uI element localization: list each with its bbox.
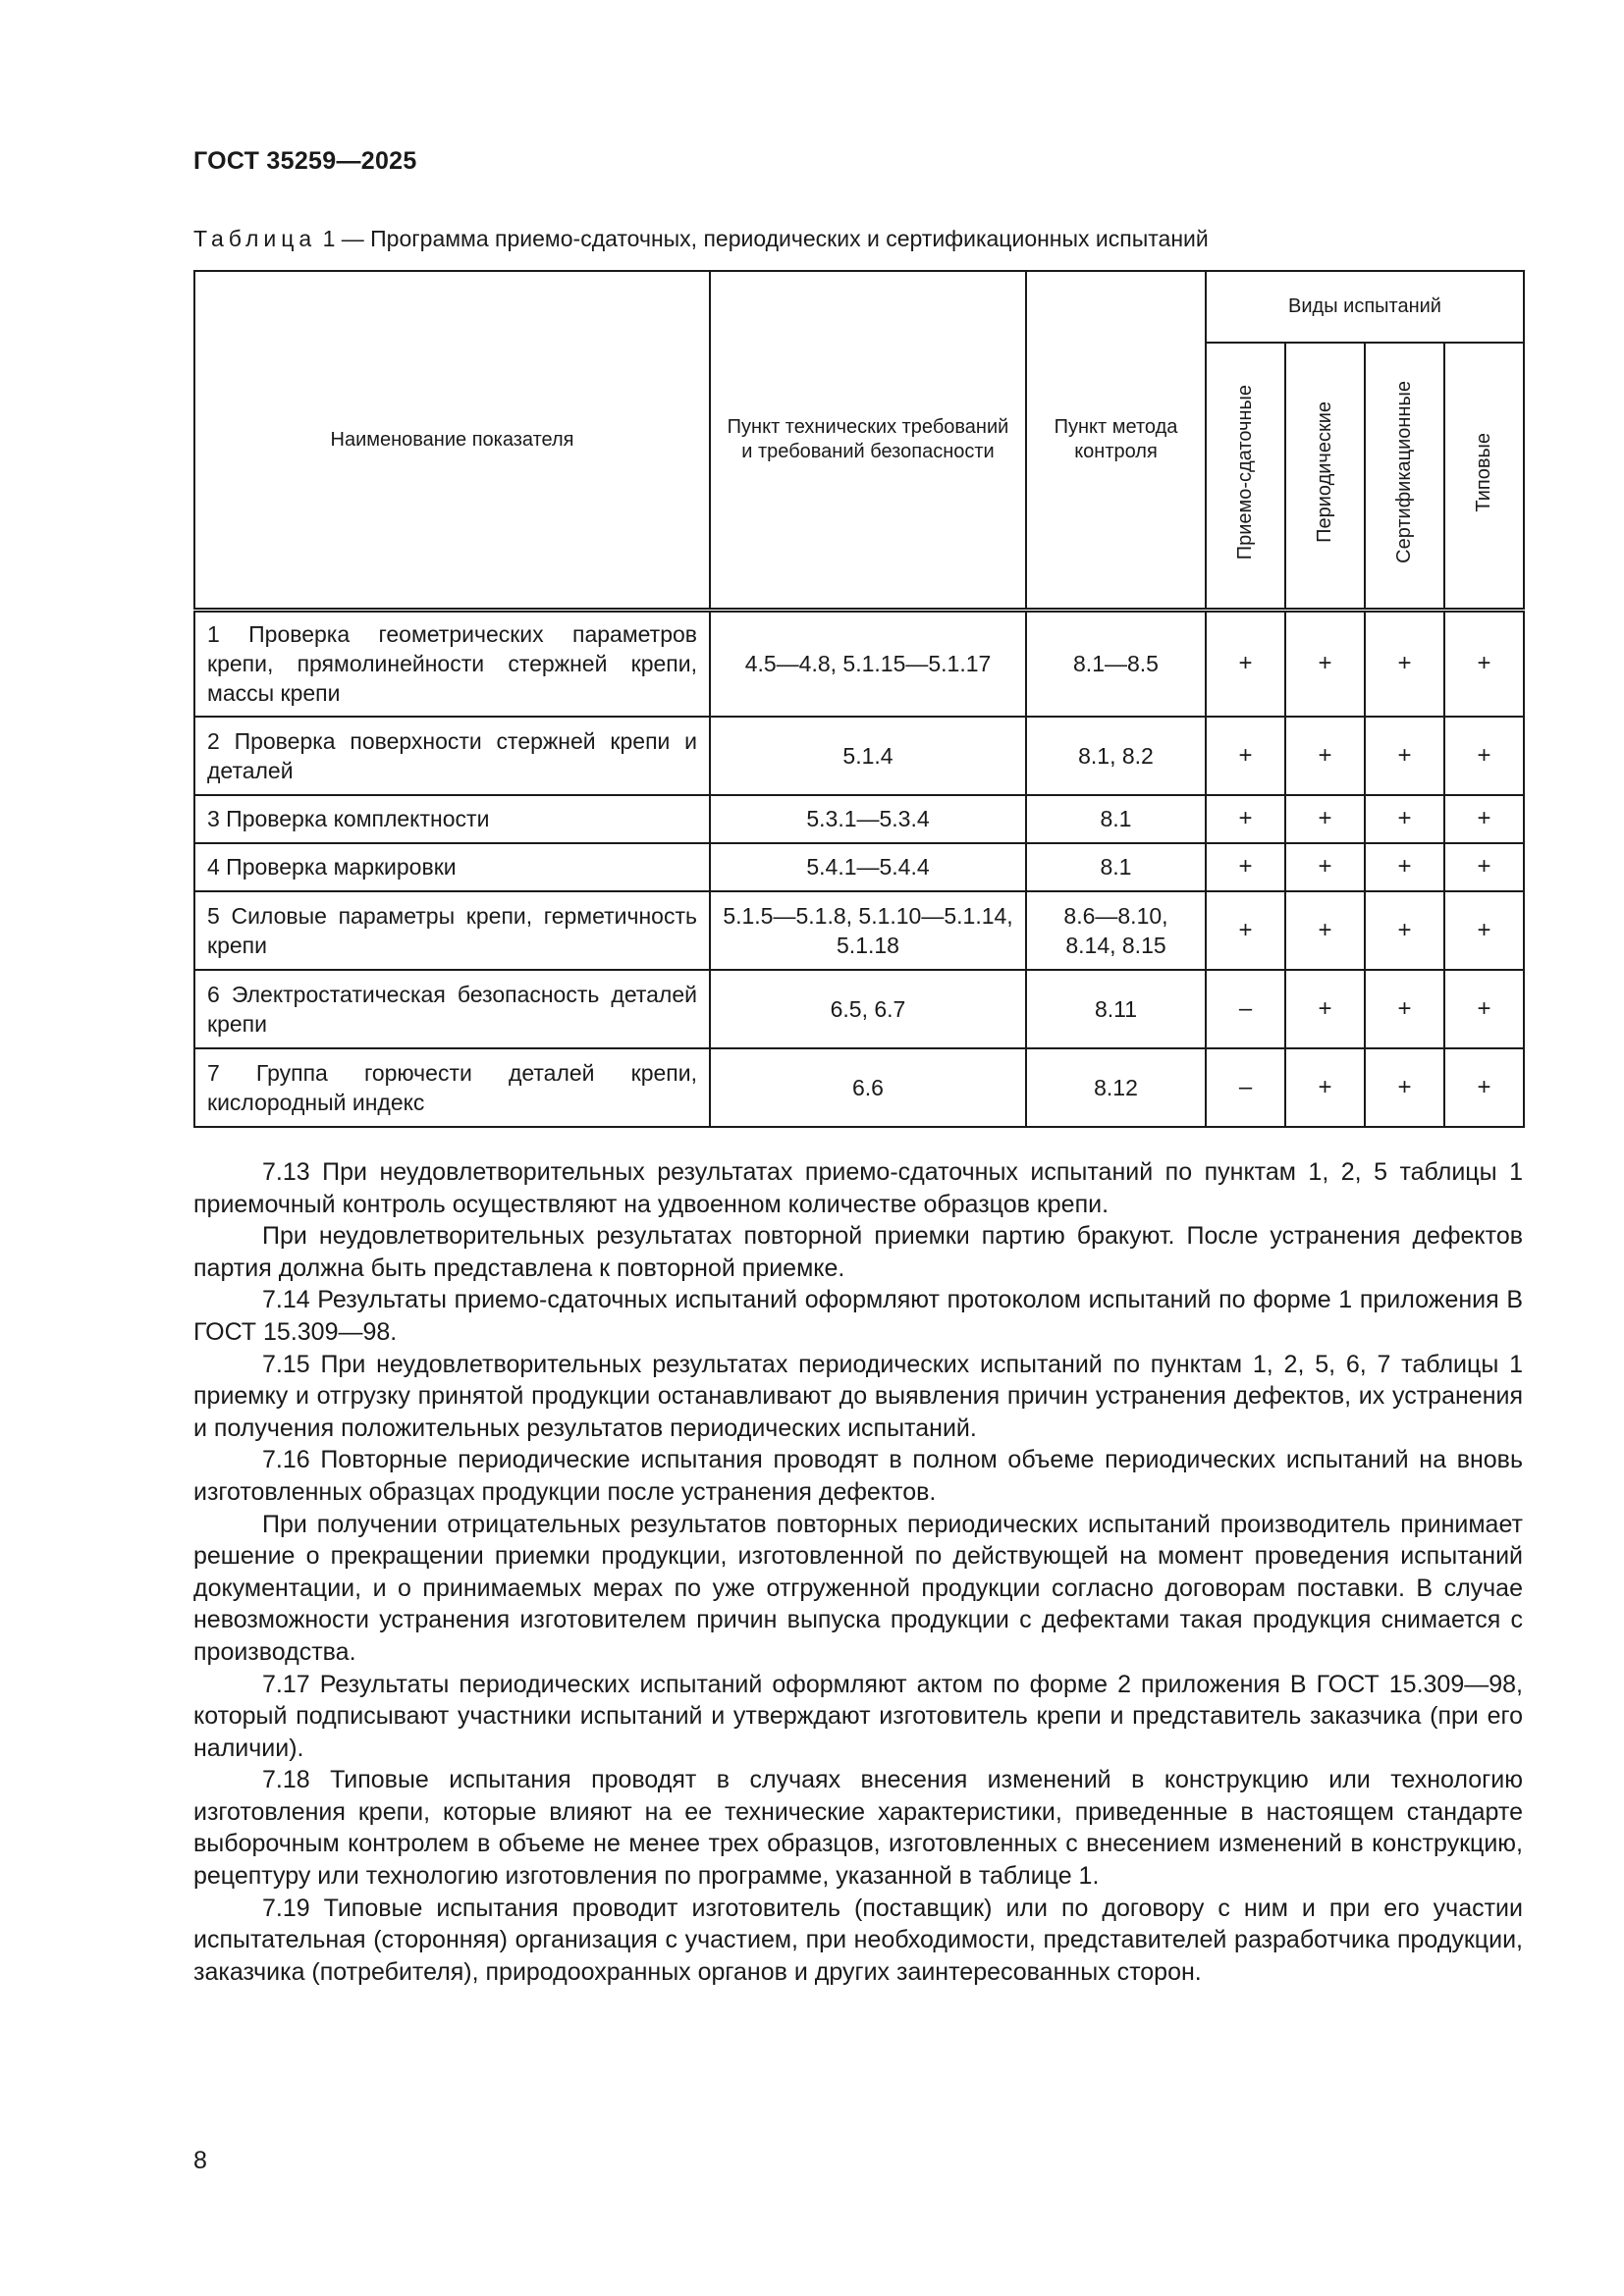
paragraph: 7.19 Типовые испытания проводит изготовитель (поставщик) или по договору с ним и при его участии испытательная (сторонняя) организация с участием, при необходимости, представителей разработчика продукции, заказчика (потребителя), природоохранных органов и других заинтересованных сторон. [193,1894,1523,1986]
table-row [194,1048,1524,1127]
row-name: 4 Проверка маркировки [194,843,710,891]
page-number: 8 [193,2147,207,2174]
col-header-periodic-label: Периодические [1314,401,1335,543]
row-requirements: 6.5, 6.7 [710,970,1026,1048]
paragraph: При получении отрицательных результатов повторных периодических испытаний производитель принимает решение о прекращении приемки продукции, изготовленной по действующей на момент проведения испытаний документации, и о принимаемых мерах по уже отгруженной продукции согласно договорам поставки. В случае невозможности устранения изготовителем причин выпуска продукции с дефектами такая продукция снимается с производства. [193,1510,1523,1666]
row-method: 8.1, 8.2 [1026,717,1206,795]
paragraph: 7.13 При неудовлетворительных результатах приемо-сдаточных испытаний по пунктам 1, 2, 5 таблицы 1 приемочный контроль осуществляют на удвоенном количестве образцов крепи. [193,1158,1523,1218]
row-mark: + [1285,1048,1365,1127]
row-name: 1 Проверка геометрических параметров крепи, прямолинейности стержней крепи, массы крепи [194,611,710,717]
col-header-acceptance [1206,343,1285,611]
table-row [194,795,1524,843]
paragraph: 7.16 Повторные периодические испытания проводят в полном объеме периодических испытаний на вновь изготовленных образцах продукции после устранения дефектов. [193,1446,1523,1506]
paragraph: 7.14 Результаты приемо-сдаточных испытаний оформляют протоколом испытаний по форме 1 приложения В ГОСТ 15.309—98. [193,1286,1523,1346]
row-mark: + [1365,795,1444,843]
col-header-acceptance-label: Приемо-сдаточные [1234,384,1256,561]
col-header-periodic [1285,343,1365,611]
row-mark: + [1285,795,1365,843]
row-mark: + [1206,717,1285,795]
row-mark: + [1285,717,1365,795]
row-mark: – [1206,970,1285,1048]
row-mark: + [1285,843,1365,891]
body-text [193,1156,1523,1988]
row-method: 8.1 [1026,795,1206,843]
row-method: 8.1 [1026,843,1206,891]
table-row [194,970,1524,1048]
row-mark: + [1285,891,1365,970]
col-header-method: Пункт метода контроля [1026,271,1206,611]
col-header-certification [1365,343,1444,611]
col-header-name: Наименование показателя [194,271,710,611]
table-caption-title: 1 — Программа приемо-сдаточных, периодических и сертификационных испытаний [316,226,1209,251]
row-method: 8.1—8.5 [1026,611,1206,717]
row-mark: + [1365,843,1444,891]
row-mark: – [1206,1048,1285,1127]
paragraph: 7.18 Типовые испытания проводят в случаях внесения изменений в конструкцию или технологию изготовления крепи, которые влияют на ее технические характеристики, приведенные в настоящем стандарте выборочным контролем в объеме не менее трех образцов, изготовленных с внесением изменений в конструкцию, рецептуру или технологию изготовления по программе, указанной в таблице 1. [193,1766,1523,1891]
row-mark: + [1206,843,1285,891]
row-mark: + [1206,611,1285,717]
row-method: 8.12 [1026,1048,1206,1127]
row-mark: + [1365,611,1444,717]
row-requirements: 5.4.1—5.4.4 [710,843,1026,891]
col-header-type-label: Типовые [1473,432,1494,512]
row-mark: + [1444,717,1524,795]
col-header-requirements: Пункт технических требований и требований безопасности [710,271,1026,611]
row-mark: + [1444,611,1524,717]
row-mark: + [1444,970,1524,1048]
row-requirements: 5.3.1—5.3.4 [710,795,1026,843]
paragraph: 7.15 При неудовлетворительных результатах периодических испытаний по пунктам 1, 2, 5, 6, 7 таблицы 1 приемку и отгрузку принятой продукции останавливают до выявления причин устранения дефектов, их устранения и получения положительных результатов периодических испытаний. [193,1350,1523,1442]
row-mark: + [1206,795,1285,843]
paragraph: При неудовлетворительных результатах повторной приемки партию бракуют. После устранения дефектов партия должна быть представлена к повторной приемке. [193,1222,1523,1282]
paragraph: 7.17 Результаты периодических испытаний оформляют актом по форме 2 приложения В ГОСТ 15.309—98, который подписывают участники испытаний и утверждают изготовитель крепи и представитель заказчика (при его наличии). [193,1670,1523,1762]
table-row [194,891,1524,970]
row-mark: + [1365,717,1444,795]
row-mark: + [1365,891,1444,970]
table-row [194,843,1524,891]
col-header-certification-label: Сертификационные [1393,381,1415,563]
row-name: 3 Проверка комплектности [194,795,710,843]
row-mark: + [1206,891,1285,970]
row-mark: + [1365,1048,1444,1127]
row-name: 2 Проверка поверхности стержней крепи и деталей [194,717,710,795]
row-requirements: 5.1.5—5.1.8, 5.1.10—5.1.14, 5.1.18 [710,891,1026,970]
table-caption-word: Таблица [193,226,317,251]
row-name: 7 Группа горючести деталей крепи, кислородный индекс [194,1048,710,1127]
row-requirements: 6.6 [710,1048,1026,1127]
row-name: 6 Электростатическая безопасность деталей крепи [194,970,710,1048]
row-mark: + [1444,843,1524,891]
col-header-type [1444,343,1524,611]
row-requirements: 5.1.4 [710,717,1026,795]
table-row [194,717,1524,795]
table-row [194,611,1524,717]
row-mark: + [1444,891,1524,970]
row-mark: + [1444,1048,1524,1127]
table-caption [193,226,1209,252]
test-program-table [193,270,1525,1128]
row-mark: + [1285,970,1365,1048]
row-method: 8.11 [1026,970,1206,1048]
row-requirements: 4.5—4.8, 5.1.15—5.1.17 [710,611,1026,717]
row-mark: + [1444,795,1524,843]
row-method: 8.6—8.10, 8.14, 8.15 [1026,891,1206,970]
row-mark: + [1285,611,1365,717]
row-name: 5 Силовые параметры крепи, герметичность крепи [194,891,710,970]
col-header-test-types: Виды испытаний [1206,271,1524,343]
document-header: ГОСТ 35259—2025 [193,147,417,175]
row-mark: + [1365,970,1444,1048]
